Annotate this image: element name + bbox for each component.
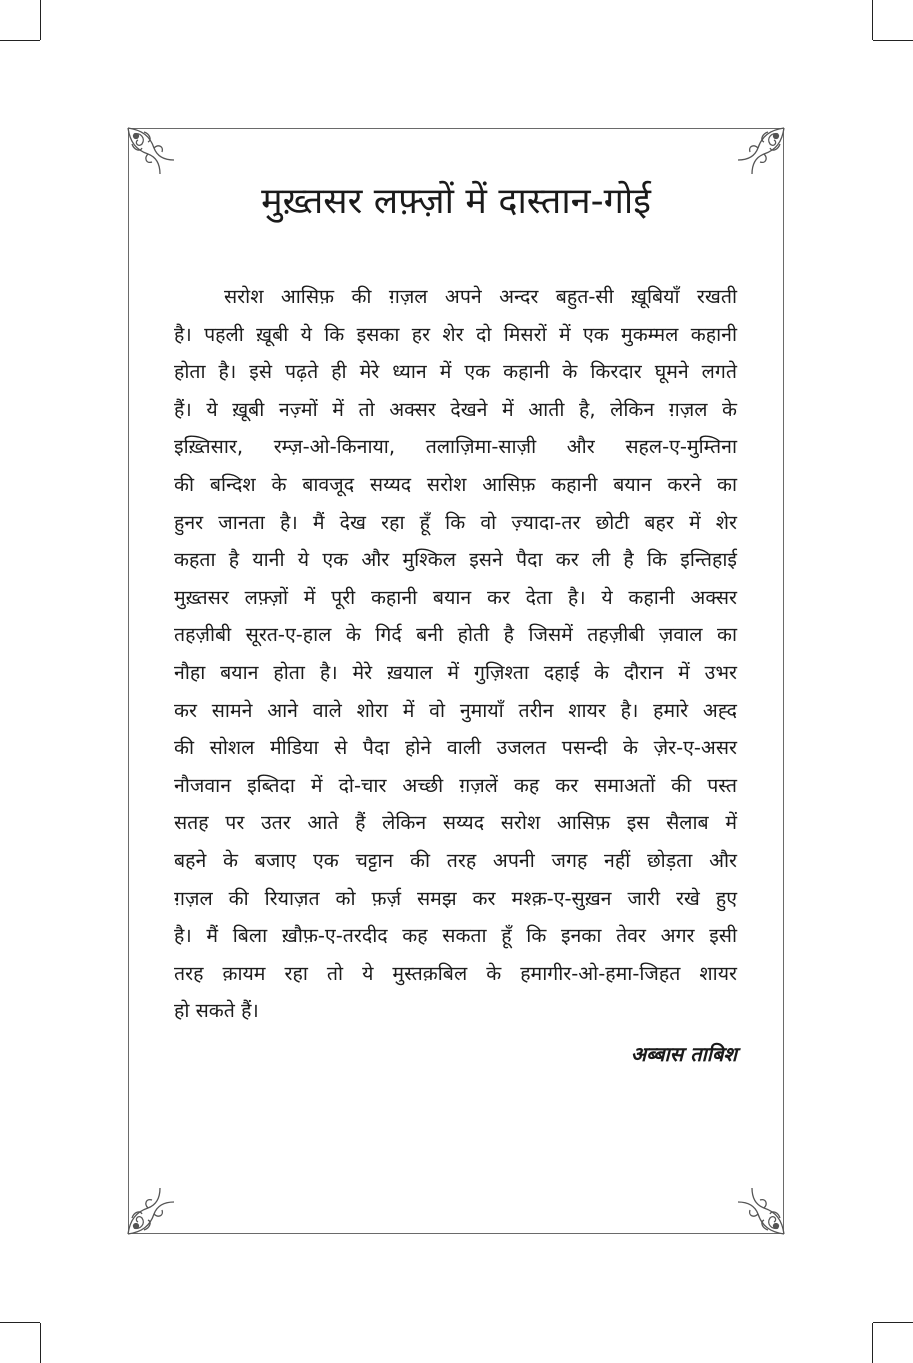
text-line: मुख़्तसर लफ़्ज़ों में पूरी कहानी बयान कर देता है। ये कहानी अक्सर <box>174 585 737 609</box>
crop-mark <box>872 0 873 40</box>
text-line: की सोशल मीडिया से पैदा होने वाली उजलत पसन्दी के ज़ेर-ए-असर <box>174 736 737 760</box>
text-line: सरोश आसिफ़ की ग़ज़ल अपने अन्दर बहुत-सी ख़ूबियाँ रखती <box>224 285 737 308</box>
crop-mark <box>873 40 913 41</box>
corner-ornament-icon <box>732 1182 788 1238</box>
text-line: है। मैं बिला ख़ौफ़-ए-तरदीद कह सकता हूँ कि इनका तेवर अगर इसी <box>174 924 737 948</box>
corner-ornament-icon <box>124 1182 180 1238</box>
text-line: नौजवान इब्तिदा में दो-चार अच्छी ग़ज़लें कह कर समाअतों की पस्त <box>174 773 737 797</box>
text-line: की बन्दिश के बावजूद सय्यद सरोश आसिफ़ कहानी बयान करने का <box>174 472 737 496</box>
crop-mark <box>40 1323 41 1363</box>
text-line: नौहा बयान होता है। मेरे ख़याल में गुज़िश्ता दहाई के दौरान में उभर <box>174 660 737 684</box>
crop-mark <box>0 1322 40 1323</box>
author-signature: अब्बास ताबिश <box>630 1042 737 1066</box>
corner-ornament-icon <box>732 124 788 180</box>
text-line: होता है। इसे पढ़ते ही मेरे ध्यान में एक कहानी के किरदार घूमने लगते <box>174 360 737 384</box>
text-line: तहज़ीबी सूरत-ए-हाल के गिर्द बनी होती है जिसमें तहज़ीबी ज़वाल का <box>174 623 737 647</box>
text-line: है। पहली ख़ूबी ये कि इसका हर शेर दो मिसरों में एक मुकम्मल कहानी <box>174 322 737 346</box>
text-line: बहने के बजाए एक चट्टान की तरह अपनी जगह नहीं छोड़ता और <box>174 848 737 872</box>
text-line: ग़ज़ल की रियाज़त को फ़र्ज़ समझ कर मश्क़-ए-सुख़न जारी रखे हुए <box>174 886 737 910</box>
corner-ornament-icon <box>124 124 180 180</box>
text-line: हो सकते हैं। <box>174 999 259 1023</box>
crop-mark <box>873 1322 913 1323</box>
text-line: कर सामने आने वाले शोरा में वो नुमायाँ तरीन शायर है। हमारे अह्द <box>174 698 737 722</box>
page-title: मुख़्तसर लफ़्ज़ों में दास्तान-गोई <box>261 181 651 222</box>
crop-mark <box>0 40 40 41</box>
text-line: कहता है यानी ये एक और मुश्किल इसने पैदा कर ली है कि इन्तिहाई <box>174 548 737 572</box>
body-paragraph <box>174 278 737 1030</box>
crop-mark <box>872 1323 873 1363</box>
crop-mark <box>40 0 41 40</box>
text-line: सतह पर उतर आते हैं लेकिन सय्यद सरोश आसिफ़ इस सैलाब में <box>174 811 737 835</box>
text-line: हैं। ये ख़ूबी नज़्मों में तो अक्सर देखने में आती है, लेकिन ग़ज़ल के <box>174 397 737 421</box>
text-line: इख़्तिसार, रम्ज़-ओ-किनाया, तलाज़िमा-साज़ी और सहल-ए-मुम्तिना <box>174 435 737 459</box>
text-line: हुनर जानता है। मैं देख रहा हूँ कि वो ज़्यादा-तर छोटी बहर में शेर <box>174 510 737 534</box>
text-line: तरह क़ायम रहा तो ये मुस्तक़बिल के हमागीर-ओ-हमा-जिहत शायर <box>174 961 737 985</box>
